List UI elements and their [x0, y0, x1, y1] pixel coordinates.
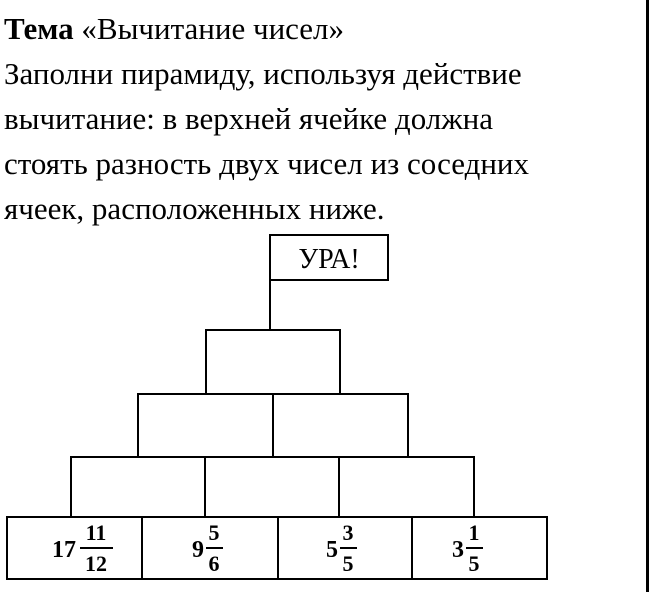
base-number-2 — [192, 520, 223, 576]
theme-title: «Вычитание чисел» — [81, 11, 345, 46]
pyramid-cell-r1-1[interactable] — [206, 330, 340, 394]
pyramid-cell-r3-3[interactable] — [339, 457, 474, 517]
fraction-denominator: 5 — [468, 551, 480, 576]
fraction-denominator: 5 — [342, 551, 354, 576]
instruction-line-2: вычитание: в верхней ячейке должна — [4, 101, 494, 136]
mixed-whole: 9 — [192, 537, 204, 563]
theme-label: Тема — [4, 11, 74, 46]
instruction-line-4: ячеек, расположенных ниже. — [4, 191, 385, 226]
fraction-numerator: 5 — [208, 520, 220, 545]
fraction-numerator: 11 — [85, 520, 107, 545]
fraction-numerator: 3 — [342, 520, 354, 545]
base-number-3 — [326, 520, 357, 576]
base-number-4 — [452, 520, 483, 576]
pyramid-cell-r2-1[interactable] — [138, 394, 273, 457]
mixed-whole: 17 — [52, 537, 76, 563]
fraction-denominator: 6 — [208, 551, 220, 576]
pyramid-top-label: УРА! — [298, 244, 360, 275]
pyramid-cell-r2-2[interactable] — [273, 394, 408, 457]
mixed-whole: 5 — [326, 537, 338, 563]
fraction-denominator: 12 — [85, 551, 107, 576]
instruction-line-1: Заполни пирамиду, используя действие — [4, 56, 522, 91]
base-number-1 — [52, 520, 113, 576]
pyramid-cell-r3-2[interactable] — [205, 457, 339, 517]
mixed-whole: 3 — [452, 537, 464, 563]
fraction-numerator: 1 — [468, 520, 480, 545]
instruction-line-3: стоять разность двух чисел из соседних — [4, 146, 530, 181]
pyramid-cell-r3-1[interactable] — [71, 457, 205, 517]
